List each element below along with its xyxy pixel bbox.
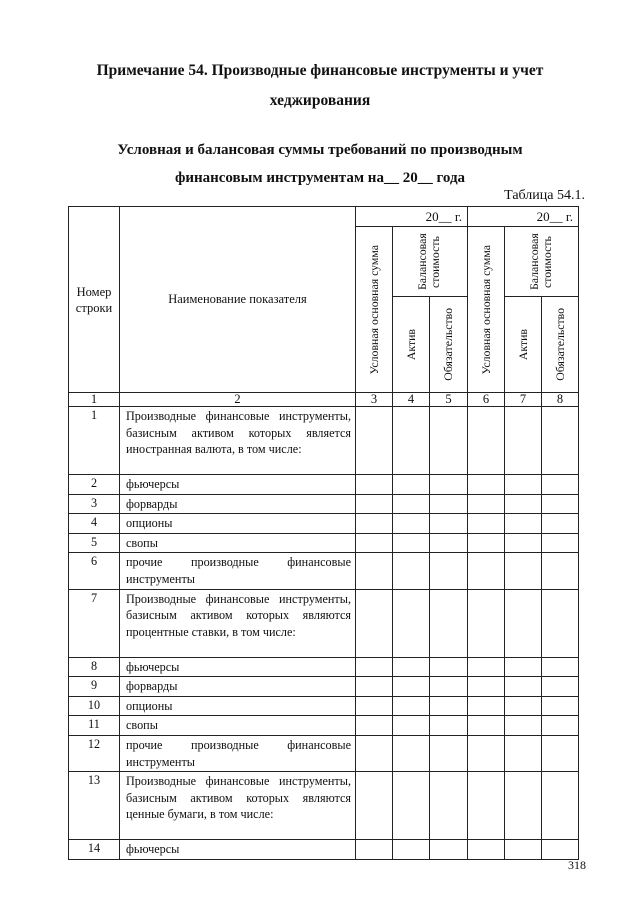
table-caption-line-1: Условная и балансовая суммы требований по производным [117,142,523,158]
column-index: 6 [468,393,505,407]
row-indicator-name: опционы [120,696,356,716]
header-row-number: Номер строки [69,207,120,393]
table-row [69,677,579,697]
value-cell[interactable] [468,772,505,840]
value-cell[interactable] [505,553,542,589]
value-cell[interactable] [356,553,393,589]
value-cell[interactable] [393,657,430,677]
value-cell[interactable] [542,696,579,716]
row-number: 12 [69,735,120,771]
table-row [69,772,579,840]
value-cell[interactable] [430,657,468,677]
value-cell[interactable] [505,407,542,475]
value-cell[interactable] [356,494,393,514]
row-number: 13 [69,772,120,840]
header-year-1: 20__ г. [356,207,468,227]
value-cell[interactable] [468,589,505,657]
value-cell[interactable] [430,840,468,860]
value-cell[interactable] [393,407,430,475]
value-cell[interactable] [430,716,468,736]
value-cell[interactable] [542,657,579,677]
table-row [69,589,579,657]
value-cell[interactable] [430,514,468,534]
value-cell[interactable] [505,735,542,771]
value-cell[interactable] [542,589,579,657]
value-cell[interactable] [393,589,430,657]
value-cell[interactable] [393,716,430,736]
row-indicator-name: Производные финансовые инструменты, базисным активом которых являются ценные бумаги, в том числе: [120,772,356,840]
value-cell[interactable] [356,533,393,553]
table-row [69,696,579,716]
value-cell[interactable] [542,772,579,840]
value-cell[interactable] [468,716,505,736]
value-cell[interactable] [468,494,505,514]
header-asset-2: Актив [505,297,542,393]
value-cell[interactable] [542,533,579,553]
value-cell[interactable] [505,514,542,534]
column-index: 2 [120,393,356,407]
value-cell[interactable] [393,696,430,716]
row-number: 1 [69,407,120,475]
value-cell[interactable] [356,772,393,840]
value-cell[interactable] [356,735,393,771]
row-number: 7 [69,589,120,657]
value-cell[interactable] [430,494,468,514]
table-caption [0,136,640,192]
value-cell[interactable] [505,677,542,697]
column-index: 7 [505,393,542,407]
header-liability-2: Обязательство [542,297,579,393]
header-year-2: 20__ г. [468,207,579,227]
table-row [69,840,579,860]
value-cell[interactable] [393,840,430,860]
table-row [69,716,579,736]
row-indicator-name: свопы [120,533,356,553]
value-cell[interactable] [468,475,505,495]
row-indicator-name: опционы [120,514,356,534]
value-cell[interactable] [468,696,505,716]
value-cell[interactable] [505,716,542,736]
value-cell[interactable] [468,840,505,860]
value-cell[interactable] [468,407,505,475]
header-balance-2: Балансовая стоимость [505,227,579,297]
row-number: 2 [69,475,120,495]
value-cell[interactable] [356,696,393,716]
row-indicator-name: форварды [120,494,356,514]
value-cell[interactable] [430,407,468,475]
value-cell[interactable] [393,475,430,495]
value-cell[interactable] [542,407,579,475]
value-cell[interactable] [393,553,430,589]
row-indicator-name: прочие производные финансовые инструменты [120,553,356,589]
value-cell[interactable] [505,696,542,716]
value-cell[interactable] [505,840,542,860]
table-row [69,657,579,677]
row-number: 9 [69,677,120,697]
value-cell[interactable] [505,589,542,657]
column-index: 3 [356,393,393,407]
value-cell[interactable] [356,475,393,495]
value-cell[interactable] [393,735,430,771]
value-cell[interactable] [542,840,579,860]
row-indicator-name: фьючерсы [120,840,356,860]
row-number: 11 [69,716,120,736]
value-cell[interactable] [542,735,579,771]
table-row [69,494,579,514]
header-asset-1: Актив [393,297,430,393]
row-indicator-name: фьючерсы [120,475,356,495]
note-title [0,56,640,116]
value-cell[interactable] [542,475,579,495]
note-title-line-2: хеджирования [269,92,371,109]
value-cell[interactable] [468,657,505,677]
row-number: 3 [69,494,120,514]
value-cell[interactable] [430,677,468,697]
header-notional-1: Условная основная сумма [356,227,393,393]
row-indicator-name: Производные финансовые инструменты, базисным активом которых являются процентные ставки, в том числе: [120,589,356,657]
value-cell[interactable] [505,494,542,514]
note-title-line-1: Примечание 54. Производные финансовые инструменты и учет [96,62,544,79]
header-notional-2: Условная основная сумма [468,227,505,393]
value-cell[interactable] [393,677,430,697]
table-row [69,533,579,553]
value-cell[interactable] [505,533,542,553]
value-cell[interactable] [430,696,468,716]
value-cell[interactable] [542,677,579,697]
row-indicator-name: свопы [120,716,356,736]
value-cell[interactable] [542,494,579,514]
row-number: 4 [69,514,120,534]
column-index: 1 [69,393,120,407]
row-indicator-name: форварды [120,677,356,697]
value-cell[interactable] [468,677,505,697]
row-number: 8 [69,657,120,677]
value-cell[interactable] [468,735,505,771]
derivatives-table [68,206,579,860]
row-number: 10 [69,696,120,716]
value-cell[interactable] [505,475,542,495]
column-index: 4 [393,393,430,407]
value-cell[interactable] [393,772,430,840]
value-cell[interactable] [468,514,505,534]
value-cell[interactable] [430,589,468,657]
value-cell[interactable] [356,589,393,657]
value-cell[interactable] [468,533,505,553]
value-cell[interactable] [393,514,430,534]
table-caption-line-2: финансовым инструментам на__ 20__ года [174,170,466,186]
value-cell[interactable] [430,475,468,495]
value-cell[interactable] [542,716,579,736]
value-cell[interactable] [542,553,579,589]
value-cell[interactable] [356,514,393,534]
value-cell[interactable] [542,514,579,534]
header-indicator-name: Наименование показателя [120,207,356,393]
page-number: 318 [568,858,586,872]
value-cell[interactable] [468,553,505,589]
value-cell[interactable] [430,772,468,840]
table-row [69,553,579,589]
value-cell[interactable] [430,533,468,553]
table-row [69,475,579,495]
row-number: 14 [69,840,120,860]
table-body [69,407,579,860]
table-row [69,407,579,475]
value-cell[interactable] [505,772,542,840]
table-row [69,514,579,534]
value-cell[interactable] [356,407,393,475]
value-cell[interactable] [356,677,393,697]
row-number: 6 [69,553,120,589]
column-index: 8 [542,393,579,407]
value-cell[interactable] [393,494,430,514]
value-cell[interactable] [430,553,468,589]
value-cell[interactable] [356,657,393,677]
value-cell[interactable] [430,735,468,771]
column-index-row [69,393,579,407]
row-number: 5 [69,533,120,553]
value-cell[interactable] [356,716,393,736]
header-liability-1: Обязательство [430,297,468,393]
table-row [69,735,579,771]
value-cell[interactable] [356,840,393,860]
table-label: Таблица 54.1. [504,188,585,203]
header-balance-1: Балансовая стоимость [393,227,468,297]
value-cell[interactable] [505,657,542,677]
row-indicator-name: прочие производные финансовые инструменты [120,735,356,771]
row-indicator-name: Производные финансовые инструменты, базисным активом которых является иностранная валюта, в том числе: [120,407,356,475]
row-indicator-name: фьючерсы [120,657,356,677]
column-index: 5 [430,393,468,407]
value-cell[interactable] [393,533,430,553]
